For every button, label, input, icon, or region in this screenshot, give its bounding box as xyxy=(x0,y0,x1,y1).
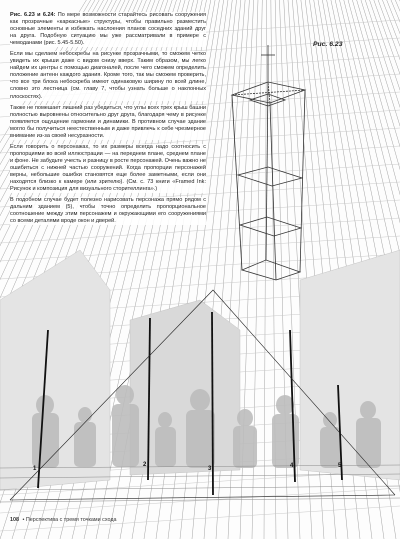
paragraph-caption xyxy=(10,12,206,47)
marker-4: 4 xyxy=(290,463,294,469)
perspective-line xyxy=(264,0,268,539)
chapter-title: Перспектива с тремя точками схода xyxy=(25,517,117,523)
text-column xyxy=(10,12,206,229)
paragraph-3: Также не помешает лишний раз убедиться, что углы всех трех крыш башни полностью выровнены относительно друг друга, благодаря чему в рисунке появляется ощущение гармонии и динамики. В противном случае здание могло бы получиться неестественным и даже привлечь к себе чрезмерное внимание из-за своей несуразности. xyxy=(10,104,206,139)
paragraph-2: Если мы сделаем небоскребы на рисунке прозрачными, то сможем четко увидеть их крыши даже с видом снизу вверх. Таким образом, мы легко найдем их центры с помощью диагоналей, после чего сможем определить положение антенн каждого здания. Кроме того, так мы сможем проверить, что все три блока небоскреба имеют одинаковую ширину по всей длине, словно это лестница (см. главу 7, чтобы узнать больше о наклонных плоскостях). xyxy=(10,51,206,100)
footer-bullet: • xyxy=(22,517,25,523)
paragraph-5: В подобном случае будет полезно нарисовать персонажа прямо рядом с дальним зданием (5), чтобы точно определить пропорциональное соотношение между этим персонажем и окружающими его сооружениями со всеми деталями вроде окон и дверей. xyxy=(10,197,206,225)
figure-label: Рис. 6.23 xyxy=(313,41,343,48)
page-number: 108 xyxy=(10,517,19,523)
caption-figure-ref: Рис. 6.23 и 6.24: xyxy=(10,12,56,18)
background-building-mid xyxy=(130,300,240,475)
horizontal-guide xyxy=(0,236,400,261)
caption-body: По мере возможности старайтесь рисовать сооружения как прозрачные «каркасные» структуры, чтобы правильно разместить основные элементы и избежать наслоения планов соседних зданий друг на друга. Подобную ситуацию мы уже рассматривали в примере с чемоданами (рис. 5.45-5.50). xyxy=(10,12,206,47)
horizontal-guide xyxy=(0,488,400,513)
marker-2: 2 xyxy=(143,462,147,468)
background-building-right xyxy=(300,250,400,480)
skyscraper-wireframe xyxy=(232,45,305,280)
marker-3: 3 xyxy=(208,466,212,472)
page-footer xyxy=(10,517,117,523)
marker-1: 1 xyxy=(33,466,37,472)
marker-5: 5 xyxy=(338,463,342,469)
paragraph-4: Если говорить о персонажах, то их размеры всегда надо соотносить с пропорциями во всей иллюстрации — на переднем плане, среднем плане и фоне. Не забудьте учесть и разницу в росте персонажей. Очень важно не ошибиться с нижней частью сооружений. Когда пропорции персонажей верны, небольшие ошибки становятся еще более заметными, если они находятся близко к камере (или зрителю). (См. с. 73 книги «Framed Ink: Рисунок и композиция для визуального сторителлинга».) xyxy=(10,143,206,193)
